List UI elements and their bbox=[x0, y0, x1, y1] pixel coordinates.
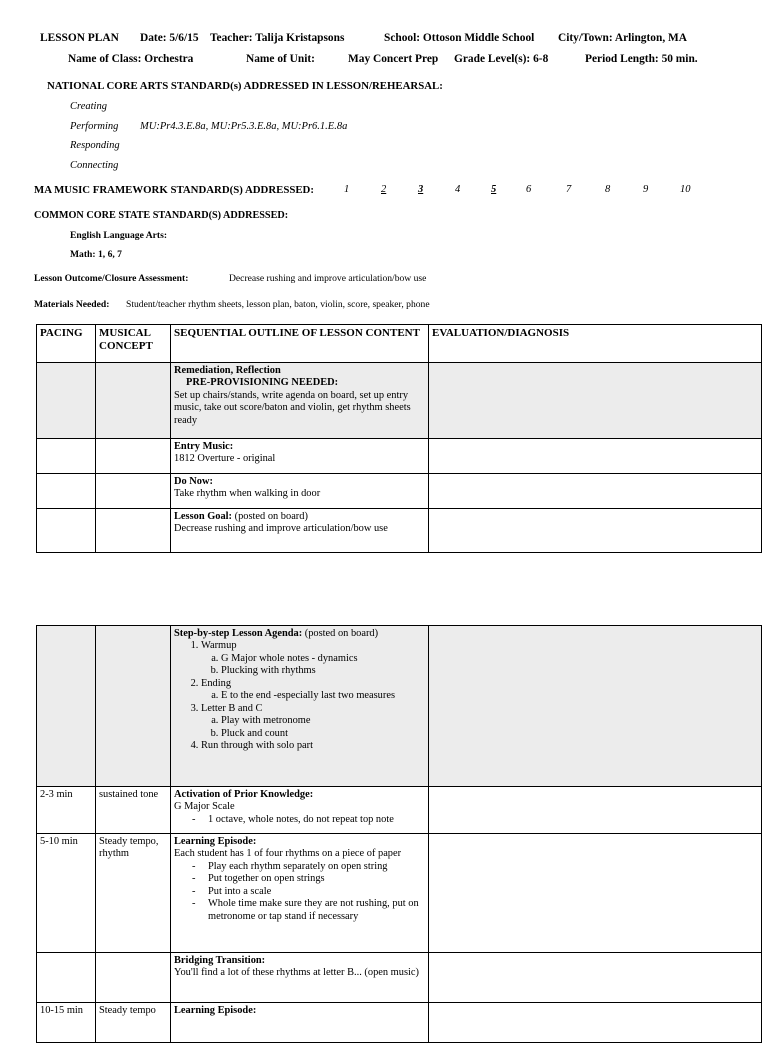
unit-name-value: May Concert Prep bbox=[348, 53, 439, 65]
ma-framework-label: MA MUSIC FRAMEWORK STANDARD(S) ADDRESSED: bbox=[34, 184, 314, 196]
agenda-title: Step-by-step Lesson Agenda: bbox=[174, 628, 303, 639]
teacher-field: Teacher: Talija Kristapsons bbox=[210, 32, 345, 44]
outcome-label: Lesson Outcome/Closure Assessment: bbox=[34, 273, 189, 284]
framework-number: 10 bbox=[680, 184, 691, 195]
outline-cell bbox=[171, 474, 429, 509]
framework-number: 6 bbox=[526, 184, 532, 195]
common-core-heading: COMMON CORE STATE STANDARD(S) ADDRESSED: bbox=[34, 210, 289, 221]
outline-cell bbox=[171, 626, 429, 787]
table-row bbox=[37, 363, 762, 439]
list-item: a. E to the end -especially last two measures bbox=[221, 690, 425, 702]
prior-knowledge-text: G Major Scale bbox=[174, 801, 235, 813]
learning-episode-text: Each student has 1 of four rhythms on a piece of paper bbox=[174, 848, 402, 860]
table-row bbox=[37, 834, 762, 953]
common-core-math: Math: 1, 6, 7 bbox=[70, 249, 122, 260]
period-length-field: Period Length: 50 min. bbox=[585, 53, 698, 65]
list-item: - Play each rhythm separately on open string bbox=[192, 861, 425, 873]
outline-cell bbox=[171, 1003, 429, 1043]
lesson-outline-table-continued bbox=[36, 625, 762, 1043]
city-field: City/Town: Arlington, MA bbox=[558, 32, 687, 44]
standard-connecting: Connecting bbox=[70, 160, 119, 171]
outcome-text: Decrease rushing and improve articulation/bow use bbox=[229, 273, 427, 284]
concept-cell: Steady tempo bbox=[96, 1003, 171, 1043]
entry-music-text: 1812 Overture - original bbox=[174, 453, 276, 465]
remediation-title: Remediation, Reflection bbox=[174, 365, 281, 376]
list-item: a. Play with metronome bbox=[221, 715, 425, 727]
do-now-title: Do Now: bbox=[174, 476, 213, 487]
lesson-goal-text: Decrease rushing and improve articulation/bow use bbox=[174, 523, 388, 535]
framework-number: 7 bbox=[566, 184, 572, 195]
list-item: b. Pluck and count bbox=[221, 728, 425, 740]
agenda-list bbox=[174, 640, 425, 752]
list-item: 1. Warmup a. G Major whole notes - dynamics b. Plucking with rhythms bbox=[201, 640, 425, 677]
framework-number: 5 bbox=[491, 184, 497, 195]
outline-cell bbox=[171, 834, 429, 953]
entry-music-title: Entry Music: bbox=[174, 441, 234, 452]
list-item: - Put together on open strings bbox=[192, 873, 425, 885]
outline-cell bbox=[171, 509, 429, 553]
agenda-note: (posted on board) bbox=[302, 628, 379, 639]
outline-cell bbox=[171, 953, 429, 1003]
unit-name-label: Name of Unit: bbox=[246, 53, 315, 65]
table-row bbox=[37, 474, 762, 509]
learning-episode-list bbox=[174, 861, 425, 923]
bridging-transition-title: Bridging Transition: bbox=[174, 955, 266, 966]
pacing-cell: 10-15 min bbox=[37, 1003, 96, 1043]
header-pacing: PACING bbox=[37, 325, 96, 363]
concept-cell: sustained tone bbox=[96, 787, 171, 834]
standard-responding: Responding bbox=[70, 140, 120, 151]
school-field: School: Ottoson Middle School bbox=[384, 32, 535, 44]
framework-number: 4 bbox=[455, 184, 461, 195]
list-item: 4. Run through with solo part bbox=[201, 740, 425, 752]
learning-episode-title: Learning Episode: bbox=[174, 1005, 257, 1016]
table-row bbox=[37, 787, 762, 834]
list-item: b. Plucking with rhythms bbox=[221, 665, 425, 677]
list-item: 2. Ending a. E to the end -especially last two measures bbox=[201, 678, 425, 703]
pacing-cell: 2-3 min bbox=[37, 787, 96, 834]
outline-cell bbox=[171, 363, 429, 439]
prior-knowledge-title: Activation of Prior Knowledge: bbox=[174, 789, 314, 800]
list-item: - Put into a scale bbox=[192, 886, 425, 898]
grade-level-field: Grade Level(s): 6-8 bbox=[454, 53, 549, 65]
framework-number: 1 bbox=[344, 184, 350, 195]
framework-number: 3 bbox=[418, 184, 424, 195]
table-row bbox=[37, 509, 762, 553]
standard-creating: Creating bbox=[70, 101, 107, 112]
framework-number: 9 bbox=[643, 184, 649, 195]
outline-cell bbox=[171, 439, 429, 474]
pre-provisioning-title: PRE-PROVISIONING NEEDED: bbox=[186, 377, 339, 389]
class-name-field: Name of Class: Orchestra bbox=[68, 53, 194, 65]
table-header-row bbox=[37, 325, 762, 363]
materials-text: Student/teacher rhythm sheets, lesson plan, baton, violin, score, speaker, phone bbox=[126, 299, 430, 310]
header-musical-concept: MUSICAL CONCEPT bbox=[96, 325, 171, 363]
performing-codes: MU:Pr4.3.E.8a, MU:Pr5.3.E.8a, MU:Pr6.1.E.8a bbox=[140, 121, 348, 132]
table-row bbox=[37, 439, 762, 474]
framework-number: 2 bbox=[381, 184, 387, 195]
list-item: a. G Major whole notes - dynamics bbox=[221, 653, 425, 665]
materials-label: Materials Needed: bbox=[34, 299, 110, 310]
header-evaluation: EVALUATION/DIAGNOSIS bbox=[429, 325, 762, 363]
concept-cell: Steady tempo, rhythm bbox=[96, 834, 171, 953]
common-core-ela: English Language Arts: bbox=[70, 230, 168, 241]
table-row bbox=[37, 626, 762, 787]
bridging-transition-text: You'll find a lot of these rhythms at letter B... (open music) bbox=[174, 967, 419, 979]
lesson-outline-table bbox=[36, 324, 762, 553]
table-row bbox=[37, 953, 762, 1003]
lesson-goal-note: (posted on board) bbox=[232, 511, 308, 522]
learning-episode-title: Learning Episode: bbox=[174, 836, 257, 847]
do-now-text: Take rhythm when walking in door bbox=[174, 488, 321, 500]
list-item: 3. Letter B and C a. Play with metronome b. Pluck and count bbox=[201, 703, 425, 740]
list-item: - 1 octave, whole notes, do not repeat top note bbox=[192, 814, 425, 826]
outline-cell bbox=[171, 787, 429, 834]
list-item: - Whole time make sure they are not rushing, put on metronome or tap stand if necessary bbox=[192, 898, 425, 923]
table-row bbox=[37, 1003, 762, 1043]
framework-number: 8 bbox=[605, 184, 611, 195]
national-standards-heading: NATIONAL CORE ARTS STANDARD(s) ADDRESSED IN LESSON/REHEARSAL: bbox=[47, 80, 443, 92]
pacing-cell: 5-10 min bbox=[37, 834, 96, 953]
date-field: Date: 5/6/15 bbox=[140, 32, 199, 44]
lesson-plan-title: LESSON PLAN bbox=[40, 32, 119, 44]
pre-provisioning-text: Set up chairs/stands, write agenda on board, set up entry music, take out score/baton and violin, get rhythm sheets ready bbox=[174, 389, 411, 426]
standard-performing: Performing bbox=[70, 121, 119, 132]
lesson-goal-title: Lesson Goal: bbox=[174, 511, 233, 522]
header-sequential-outline: SEQUENTIAL OUTLINE OF LESSON CONTENT bbox=[171, 325, 429, 363]
